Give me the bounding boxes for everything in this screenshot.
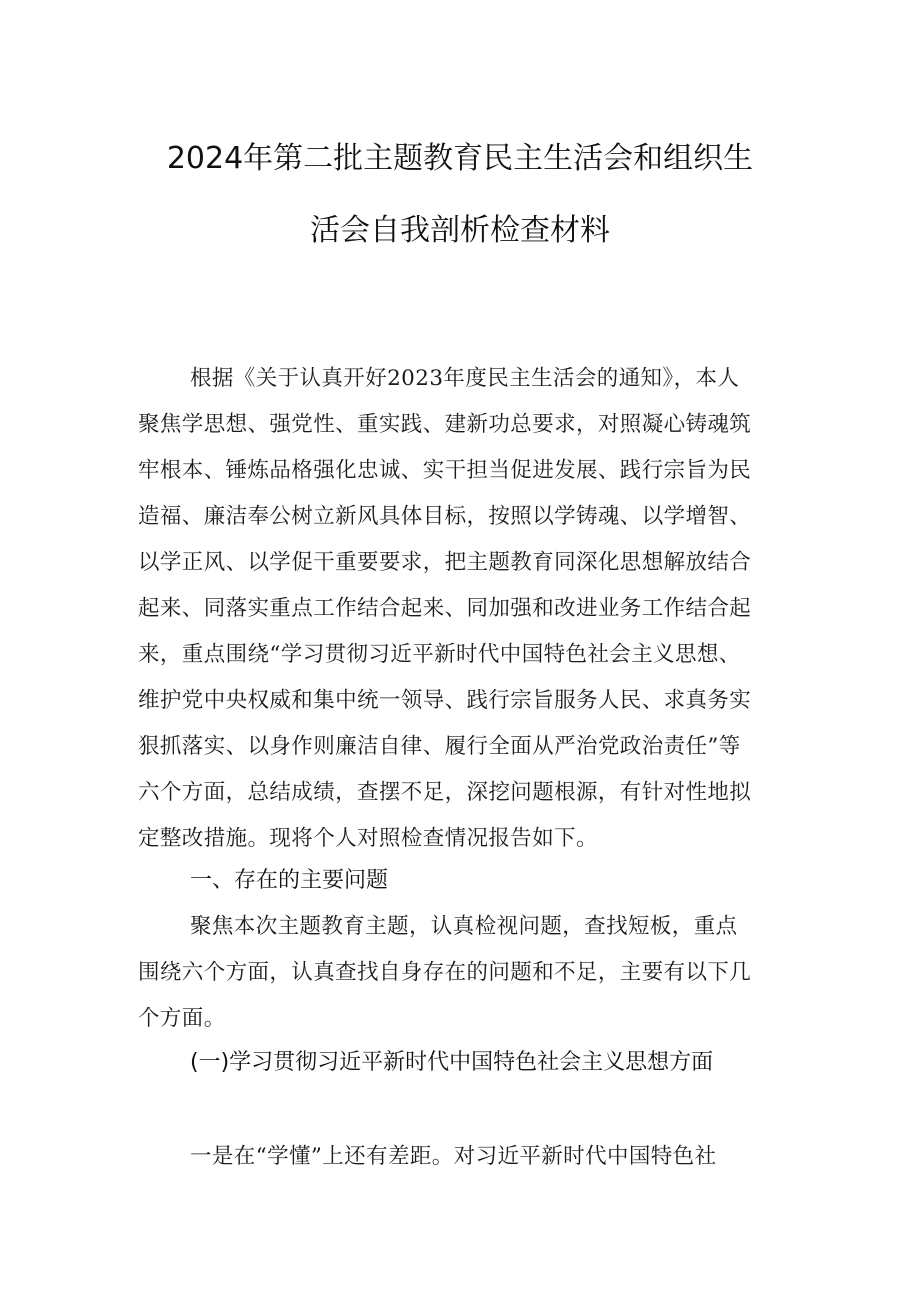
intro-paragraph-line: 维护党中央权威和集中统一领导、践行宗旨服务人民、求真务实 bbox=[138, 688, 752, 713]
section-paragraph-line: 个方面。 bbox=[138, 1006, 226, 1031]
section-paragraph-line: 围绕六个方面，认真查找自身存在的问题和不足，主要有以下几 bbox=[138, 960, 752, 985]
intro-paragraph-line: 定整改措施。现将个人对照检查情况报告如下。 bbox=[138, 826, 598, 851]
section-paragraph-line: 聚焦本次主题教育主题，认真检视问题，查找短板，重点 bbox=[190, 914, 738, 939]
intro-paragraph-line: 狠抓落实、以身作则廉洁自律、履行全面从严治党政治责任”等 bbox=[138, 734, 741, 759]
intro-paragraph-line: 来，重点围绕“学习贯彻习近平新时代中国特色社会主义思想、 bbox=[138, 642, 741, 667]
subsection-paragraph-line: 一是在“学懂”上还有差距。对习近平新时代中国特色社 bbox=[190, 1144, 717, 1169]
intro-paragraph-line: 起来、同落实重点工作结合起来、同加强和改进业务工作结合起 bbox=[138, 596, 752, 621]
intro-paragraph-line: 造福、廉洁奉公树立新风具体目标，按照以学铸魂、以学增智、 bbox=[138, 504, 752, 529]
document-title-line-2: 活会自我剖析检查材料 bbox=[310, 213, 610, 248]
intro-paragraph-line: 根据《关于认真开好2023年度民主生活会的通知》，本人 bbox=[190, 366, 740, 391]
subsection-heading: (一)学习贯彻习近平新时代中国特色社会主义思想方面 bbox=[190, 1050, 714, 1075]
intro-paragraph-line: 牢根本、锤炼品格强化忠诚、实干担当促进发展、践行宗旨为民 bbox=[138, 458, 752, 483]
section-heading: 一、存在的主要问题 bbox=[190, 868, 389, 893]
intro-paragraph-line: 以学正风、以学促干重要要求，把主题教育同深化思想解放结合 bbox=[138, 550, 752, 575]
intro-paragraph-line: 聚焦学思想、强党性、重实践、建新功总要求，对照凝心铸魂筑 bbox=[138, 412, 752, 437]
document-title-line-1: 2024年第二批主题教育民主生活会和组织生 bbox=[166, 141, 754, 176]
intro-paragraph-line: 六个方面，总结成绩，查摆不足，深挖问题根源，有针对性地拟 bbox=[138, 780, 752, 805]
